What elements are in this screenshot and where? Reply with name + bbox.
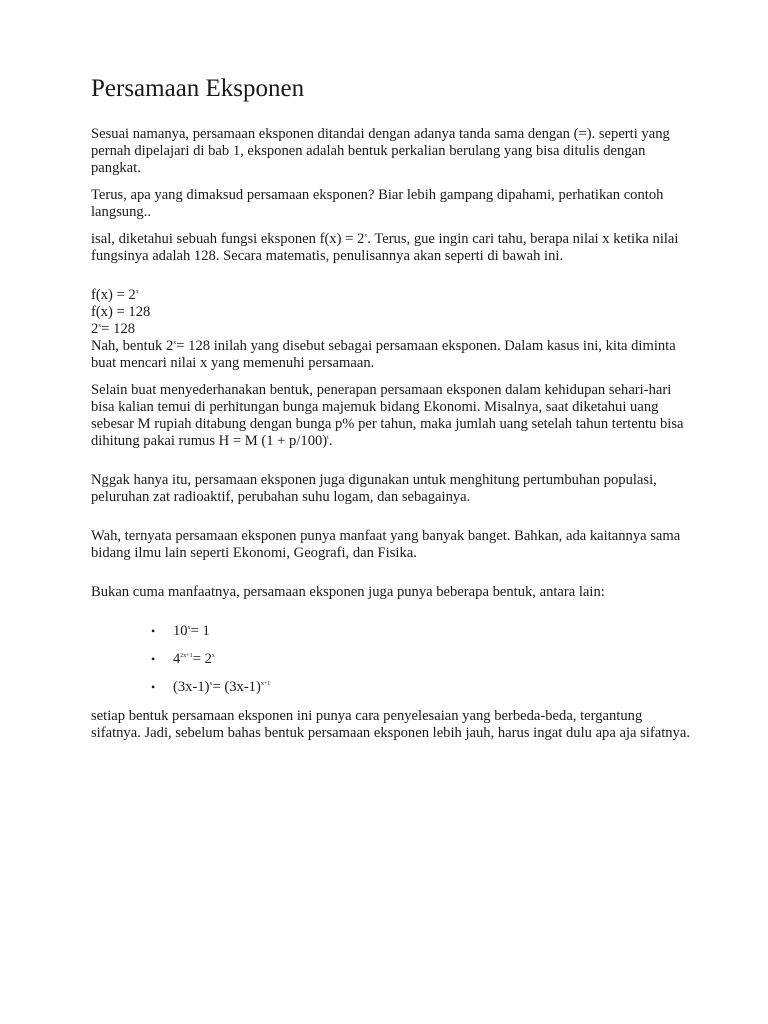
form-rest: = (3x-1): [212, 679, 261, 695]
formula-fx-value: f(x) = 128: [91, 304, 151, 320]
bullet-icon: •: [151, 624, 156, 638]
form-base: 4: [173, 651, 181, 667]
paragraph-example: [91, 231, 691, 265]
paragraph-intro: Sesuai namanya, persamaan eksponen ditandai dengan adanya tanda sama dengan (=). seperti yang pernah dipelajari di bab 1, eksponen adalah bentuk perkalian berulang yang bisa ditulis dengan pangkat.: [91, 126, 670, 176]
exponent-superscript: x: [135, 289, 139, 295]
paragraph-definition-post: = 128 inilah yang disebut sebagai persamaan eksponen. Dalam kasus ini, kita diminta buat mencari nilai x yang memenuhi persamaan.: [91, 338, 676, 371]
forms-list: [91, 623, 691, 696]
paragraph-forms-intro: Bukan cuma manfaatnya, persamaan eksponen juga punya beberapa bentuk, antara lain:: [91, 584, 605, 600]
paragraph-application-post: .: [328, 433, 333, 449]
paragraph-application: [91, 382, 691, 450]
paragraph-question: Terus, apa yang dimaksud persamaan eksponen? Biar lebih gampang dipahami, perhatikan contoh langsung..: [91, 187, 664, 220]
formula-fx: [91, 287, 691, 304]
formula-equation: [91, 321, 691, 338]
exponent-superscript: t: [327, 435, 329, 441]
paragraph-example-pre: isal, diketahui sebuah fungsi eksponen f(x) = 2: [91, 231, 365, 247]
exponent-superscript: x: [364, 233, 368, 239]
exponent-superscript: x: [209, 681, 213, 687]
list-item: [151, 651, 691, 668]
paragraph-definition-pre: Nah, bentuk 2: [91, 338, 174, 354]
exponent-superscript: 2x+1: [180, 653, 193, 659]
form-base: (3x-1): [173, 679, 210, 695]
exponent-superscript: x: [173, 340, 177, 346]
page-title: Persamaan Eksponen: [91, 75, 305, 102]
paragraph-other-uses: Nggak hanya itu, persamaan eksponen juga digunakan untuk menghitung pertumbuhan populasi, peluruhan zat radioaktif, perubahan suhu logam, dan sebagainya.: [91, 472, 657, 505]
exponent-superscript: x: [98, 323, 102, 329]
form-rest: = 1: [190, 623, 210, 639]
form-base: 10: [173, 623, 188, 639]
exponent-superscript: x+1: [260, 681, 271, 687]
document-page: [91, 74, 691, 742]
paragraph-benefits: Wah, ternyata persamaan eksponen punya manfaat yang banyak banget. Bahkan, ada kaitannya sama bidang ilmu lain seperti Ekonomi, Geografi, dan Fisika.: [91, 528, 681, 561]
list-item: [151, 679, 691, 696]
paragraph-conclusion: setiap bentuk persamaan eksponen ini punya cara penyelesaian yang berbeda-beda, tergantung sifatnya. Jadi, sebelum bahas bentuk persamaan eksponen lebih jauh, harus ingat dulu apa aja sifatnya.: [91, 708, 690, 741]
bullet-icon: •: [151, 652, 156, 666]
exponent-superscript: x: [187, 625, 191, 631]
paragraph-example-post: . Terus, gue ingin cari tahu, berapa nilai x ketika nilai fungsinya adalah 128. Secara matematis, penulisannya akan seperti di bawah ini.: [91, 231, 679, 264]
paragraph-application-pre: Selain buat menyederhanakan bentuk, penerapan persamaan eksponen dalam kehidupan sehari-hari bisa kalian temui di perhitungan bunga majemuk bidang Ekonomi. Misalnya, saat diketahui uang sebesar M rupiah ditabung dengan bunga p% per tahun, maka jumlah uang setelah tahun tertentu bisa dihitung pakai rumus H = M (1 + p/100): [91, 382, 684, 449]
form-rest: = 2: [192, 651, 212, 667]
formula-fx-base: f(x) = 2: [91, 287, 136, 303]
list-item: [151, 623, 691, 640]
exponent-superscript: x: [211, 653, 215, 659]
bullet-icon: •: [151, 680, 156, 694]
formula-equation-post: = 128: [101, 321, 136, 337]
paragraph-definition: [91, 338, 691, 372]
formula-equation-base: 2: [91, 321, 99, 337]
